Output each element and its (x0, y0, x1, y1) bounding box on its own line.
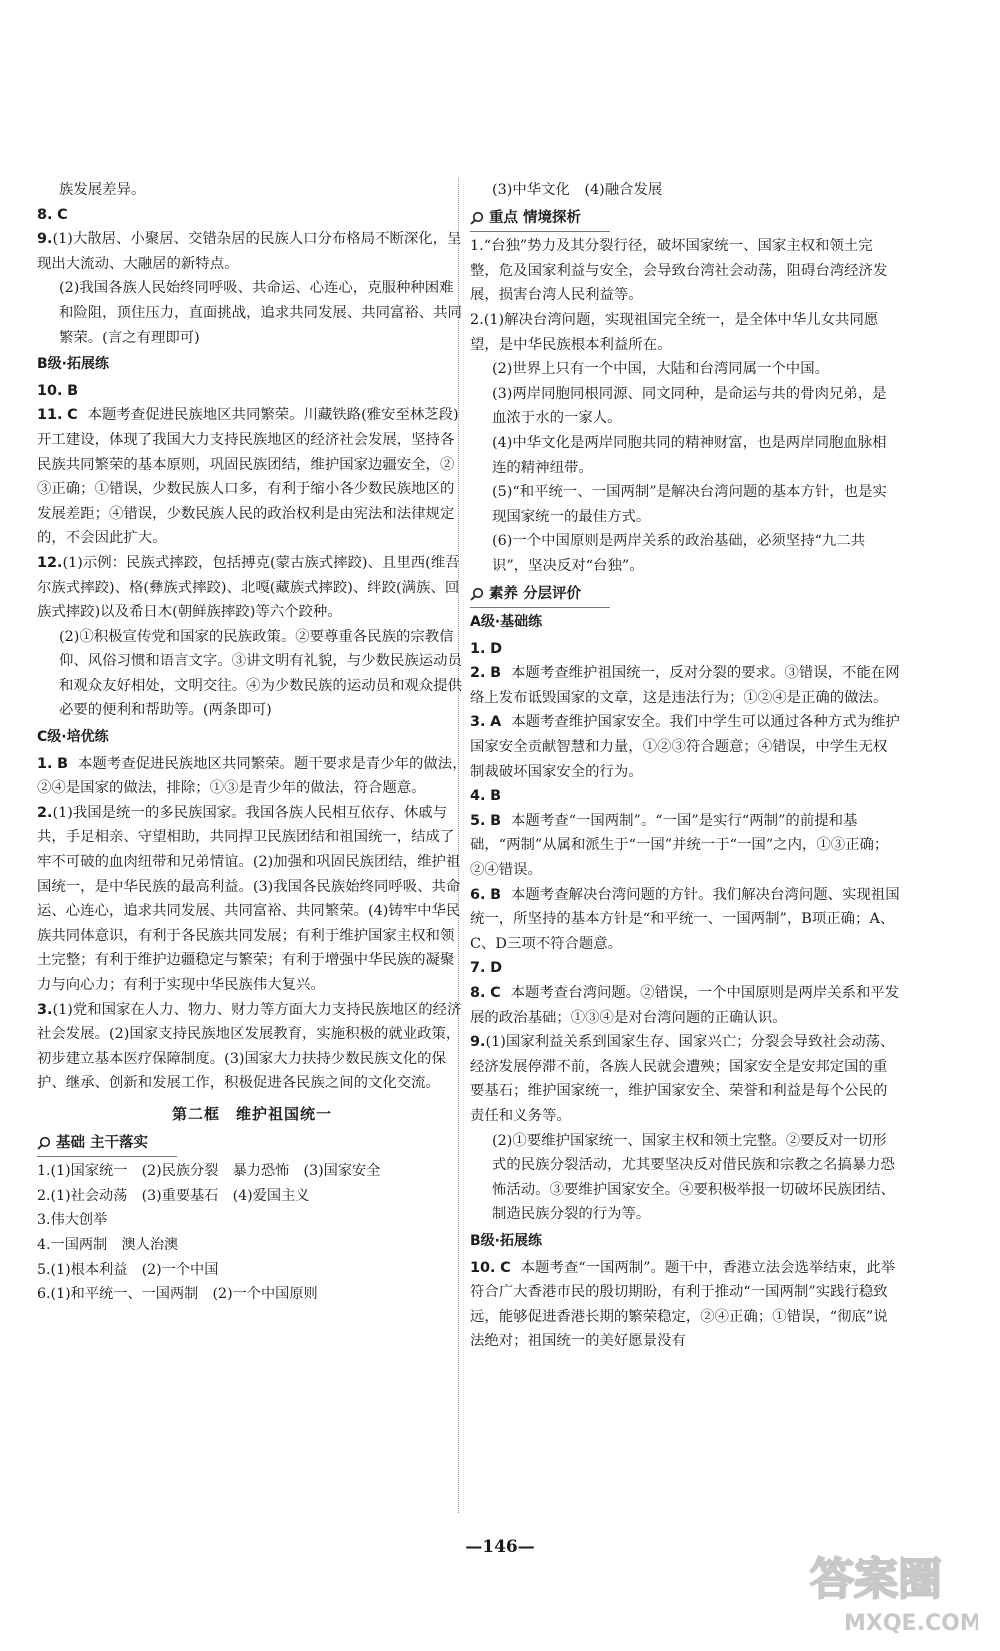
level-c-heading: C级·培优练 (37, 729, 109, 746)
question-12-part-2: (2)①积极宣传党和国家的民族政策。②要尊重各民族的宗教信仰、风俗习惯和语言文字。③讲文明有礼貌，与少数民族运动员和观众友好相处，文明交往。④为少数民族的运动员和观众提供必要的便利和帮助等。(两条即可) (59, 628, 462, 719)
svg-text:MXQE.COM: MXQE.COM (844, 1611, 978, 1636)
question-11: 11. C 本题考查促进民族地区共同繁荣。川藏铁路(雅安至林芝段)开工建设，体现了我国大力支持民族地区的经济社会发展，坚持各民族共同繁荣的基本原则，巩固民族团结，维护国家边疆安全，②③正确；①错误，少数民族人口多，有利于缩小各少数民族地区的发展差距；④错误，少数民族人民的政治权利是由宪法和法律规定的，不会因此扩大。 (37, 407, 459, 547)
question-a9: 9.(1)国家利益关系到国家生存、国家兴亡；分裂会导致社会动荡、经济发展停滞不前，各族人民就会遭殃；国家安全是安邦定国的重要基石；维护国家统一，维护国家安全、荣誉和利益是每个公民的责任和义务等。 (470, 1034, 895, 1124)
question-a7: 7. D (470, 960, 503, 977)
continued-line: (3)中华文化 (4)融合发展 (492, 182, 663, 198)
question-10: 10. B (37, 382, 79, 399)
question-a4: 4. B (470, 788, 502, 805)
frame-title: 第二框 维护祖国统一 (171, 1104, 332, 1123)
question-9: 9.(1)大散居、小聚居、交错杂居的民族人口分布格局不断深化，呈现出大流动、大融居的新特点。 (37, 231, 462, 272)
question-a3: 3. A 本题考查维护国家安全。我们中学生可以通过各种方式为维护国家安全贡献智慧和力量，①②③符合题意；④错误，中学生无权制裁破坏国家安全的行为。 (470, 714, 900, 780)
question-a1: 1. D (470, 640, 503, 657)
question-c2: 2.(1)我国是统一的多民族国家。我国各族人民相互依存、休戚与共，手足相亲、守望相助，共同捍卫民族团结和祖国统一，结成了牢不可破的血肉纽带和兄弟情谊。(2)加强和巩固民族团结，维护祖国统一，是中华民族的最高利益。(3)我国各民族始终同呼吸、共命运、心连心，追求共同发展、共同富裕、共同繁荣。(4)铸牢中华民族共同体意识，有利于各民族共同发展；有利于维护国家主权和领土完整；有利于维护边疆稳定与繁荣；有利于增强中华民族的凝聚力与向心力；有利于实现中华民族伟大复兴。 (37, 804, 461, 993)
basic-line-6: 6.(1)和平统一、一国两制 (2)一个中国原则 (37, 1286, 318, 1303)
magnifier-icon (37, 1136, 51, 1150)
question-b10: 10. C 本题考查“一国两制”。题干中，香港立法会选举结束，此举符合广大香港市民的殷切期盼，有利于推动“一国两制”实践行稳致远，能够促进香港长期的繁荣稳定，②④正确；①错误，“彻底”说法绝对；祖国统一的美好愿景没有 (470, 1259, 896, 1350)
left-column (37, 178, 467, 1307)
answer-letter: C (57, 206, 68, 223)
question-a8: 8. C 本题考查台湾问题。②错误，一个中国原则是两岸关系和平发展的政治基础；①③④是对台湾问题的正确认识。 (470, 985, 900, 1026)
question-a9-part-2: (2)①要维护国家统一、国家主权和领土完整。②要反对一切形式的民族分裂活动，尤其要坚决反对借民族和宗教之名搞暴力恐怖活动。③要维护国家安全。④要积极举报一切破坏民族团结、制造民族分裂的行为等。 (492, 1132, 895, 1223)
continued-text: 族发展差异。 (59, 182, 146, 198)
question-a2: 2. B 本题考查维护祖国统一，反对分裂的要求。③错误，不能在网络上发布诋毁国家的文章，这是违法行为；①②④是正确的做法。 (470, 665, 900, 706)
key-question-2-part-2: (2)世界上只有一个中国，大陆和台湾同属一个中国。 (492, 361, 829, 378)
key-question-2: 2.(1)解决台湾问题，实现祖国完全统一，是全体中华儿女共同愿望，是中华民族根本利益所在。 (470, 311, 879, 353)
level-b-heading-right: B级·拓展练 (470, 1232, 542, 1249)
key-question-2-part-3: (3)两岸同胞同根同源、同文同种，是命运与共的骨肉兄弟，是血浓于水的一家人。 (492, 385, 887, 427)
basic-line-2: 2.(1)社会动荡 (3)重要基石 (4)爱国主义 (37, 1187, 310, 1204)
page-number: —146— (465, 1537, 535, 1557)
watermark-logo (808, 1542, 978, 1642)
level-a-heading: A级·基础练 (470, 614, 543, 631)
section-basic-heading: 基础 主干落实 (37, 1131, 177, 1158)
section-key-heading: 重点 情境探析 (470, 206, 610, 233)
key-question-2-part-4: (4)中华文化是两岸同胞共同的精神财富，也是两岸同胞血脉相连的精神纽带。 (492, 434, 887, 476)
basic-line-3: 3.伟大创举 (37, 1212, 108, 1229)
basic-line-5: 5.(1)根本利益 (2)一个中国 (37, 1261, 219, 1278)
section-eval-heading: 素养 分层评价 (470, 582, 610, 609)
magnifier-icon (470, 587, 484, 601)
question-c1: 1. B 本题考查促进民族地区共同繁荣。题干要求是青少年的做法，②④是国家的做法，排除；①③是青少年的做法，符合题意。 (37, 755, 467, 797)
basic-line-1: 1.(1)国家统一 (2)民族分裂 暴力恐怖 (3)国家安全 (37, 1163, 381, 1180)
question-a6: 6. B 本题考查解决台湾问题的方针。我们解决台湾问题、实现祖国统一，所坚持的基本方针是“和平统一、一国两制”，B项正确；A、C、D三项不符合题意。 (470, 886, 900, 952)
level-b-heading: B级·拓展练 (37, 356, 109, 373)
magnifier-icon (470, 211, 484, 225)
question-8: 8. C (37, 206, 68, 223)
key-question-2-part-5: (5)“和平统一、一国两制”是解决台湾问题的基本方针，也是实现国家统一的最佳方式。 (492, 484, 887, 525)
right-column (470, 178, 900, 1354)
question-a5: 5. B 本题考查“一国两制”。“一国”是实行“两制”的前提和基础，“两制”从属和派生于“一国”并统一于“一国”之内，①③正确；②④错误。 (470, 812, 889, 879)
svg-text:答案圈: 答案圈 (810, 1554, 942, 1605)
question-9-part-2: (2)我国各族人民始终同呼吸、共命运、心连心，克服种种困难和险阻，顶住压力，直面挑战，追求共同发展、共同富裕、共同繁荣。(言之有理即可) (59, 280, 462, 346)
question-c3: 3.(1)党和国家在人力、物力、财力等方面大力支持民族地区的经济社会发展。(2)国家支持民族地区发展教育，实施积极的就业政策，初步建立基本医疗保障制度。(3)国家大力扶持少数民族文化的保护、继承、创新和发展工作，积极促进各民族之间的文化交流。 (37, 1001, 462, 1092)
key-question-1: 1.“台独”势力及其分裂行径，破坏国家统一、国家主权和领土完整，危及国家利益与安全，会导致台湾社会动荡，阻碍台湾经济发展，损害台湾人民利益等。 (470, 238, 888, 304)
key-question-2-part-6: (6)一个中国原则是两岸关系的政治基础，必须坚持“九二共识”，坚决反对“台独”。 (492, 533, 866, 574)
question-12: 12.(1)示例：民族式摔跤，包括搏克(蒙古族式摔跤)、且里西(维吾尔族式摔跤)、格(彝族式摔跤)、北嘎(藏族式摔跤)、绊跤(满族、回族式摔跤)以及希日木(朝鲜族摔跤)等六个跤种。 (37, 554, 460, 621)
basic-line-4: 4.一国两制 澳人治澳 (37, 1236, 179, 1253)
